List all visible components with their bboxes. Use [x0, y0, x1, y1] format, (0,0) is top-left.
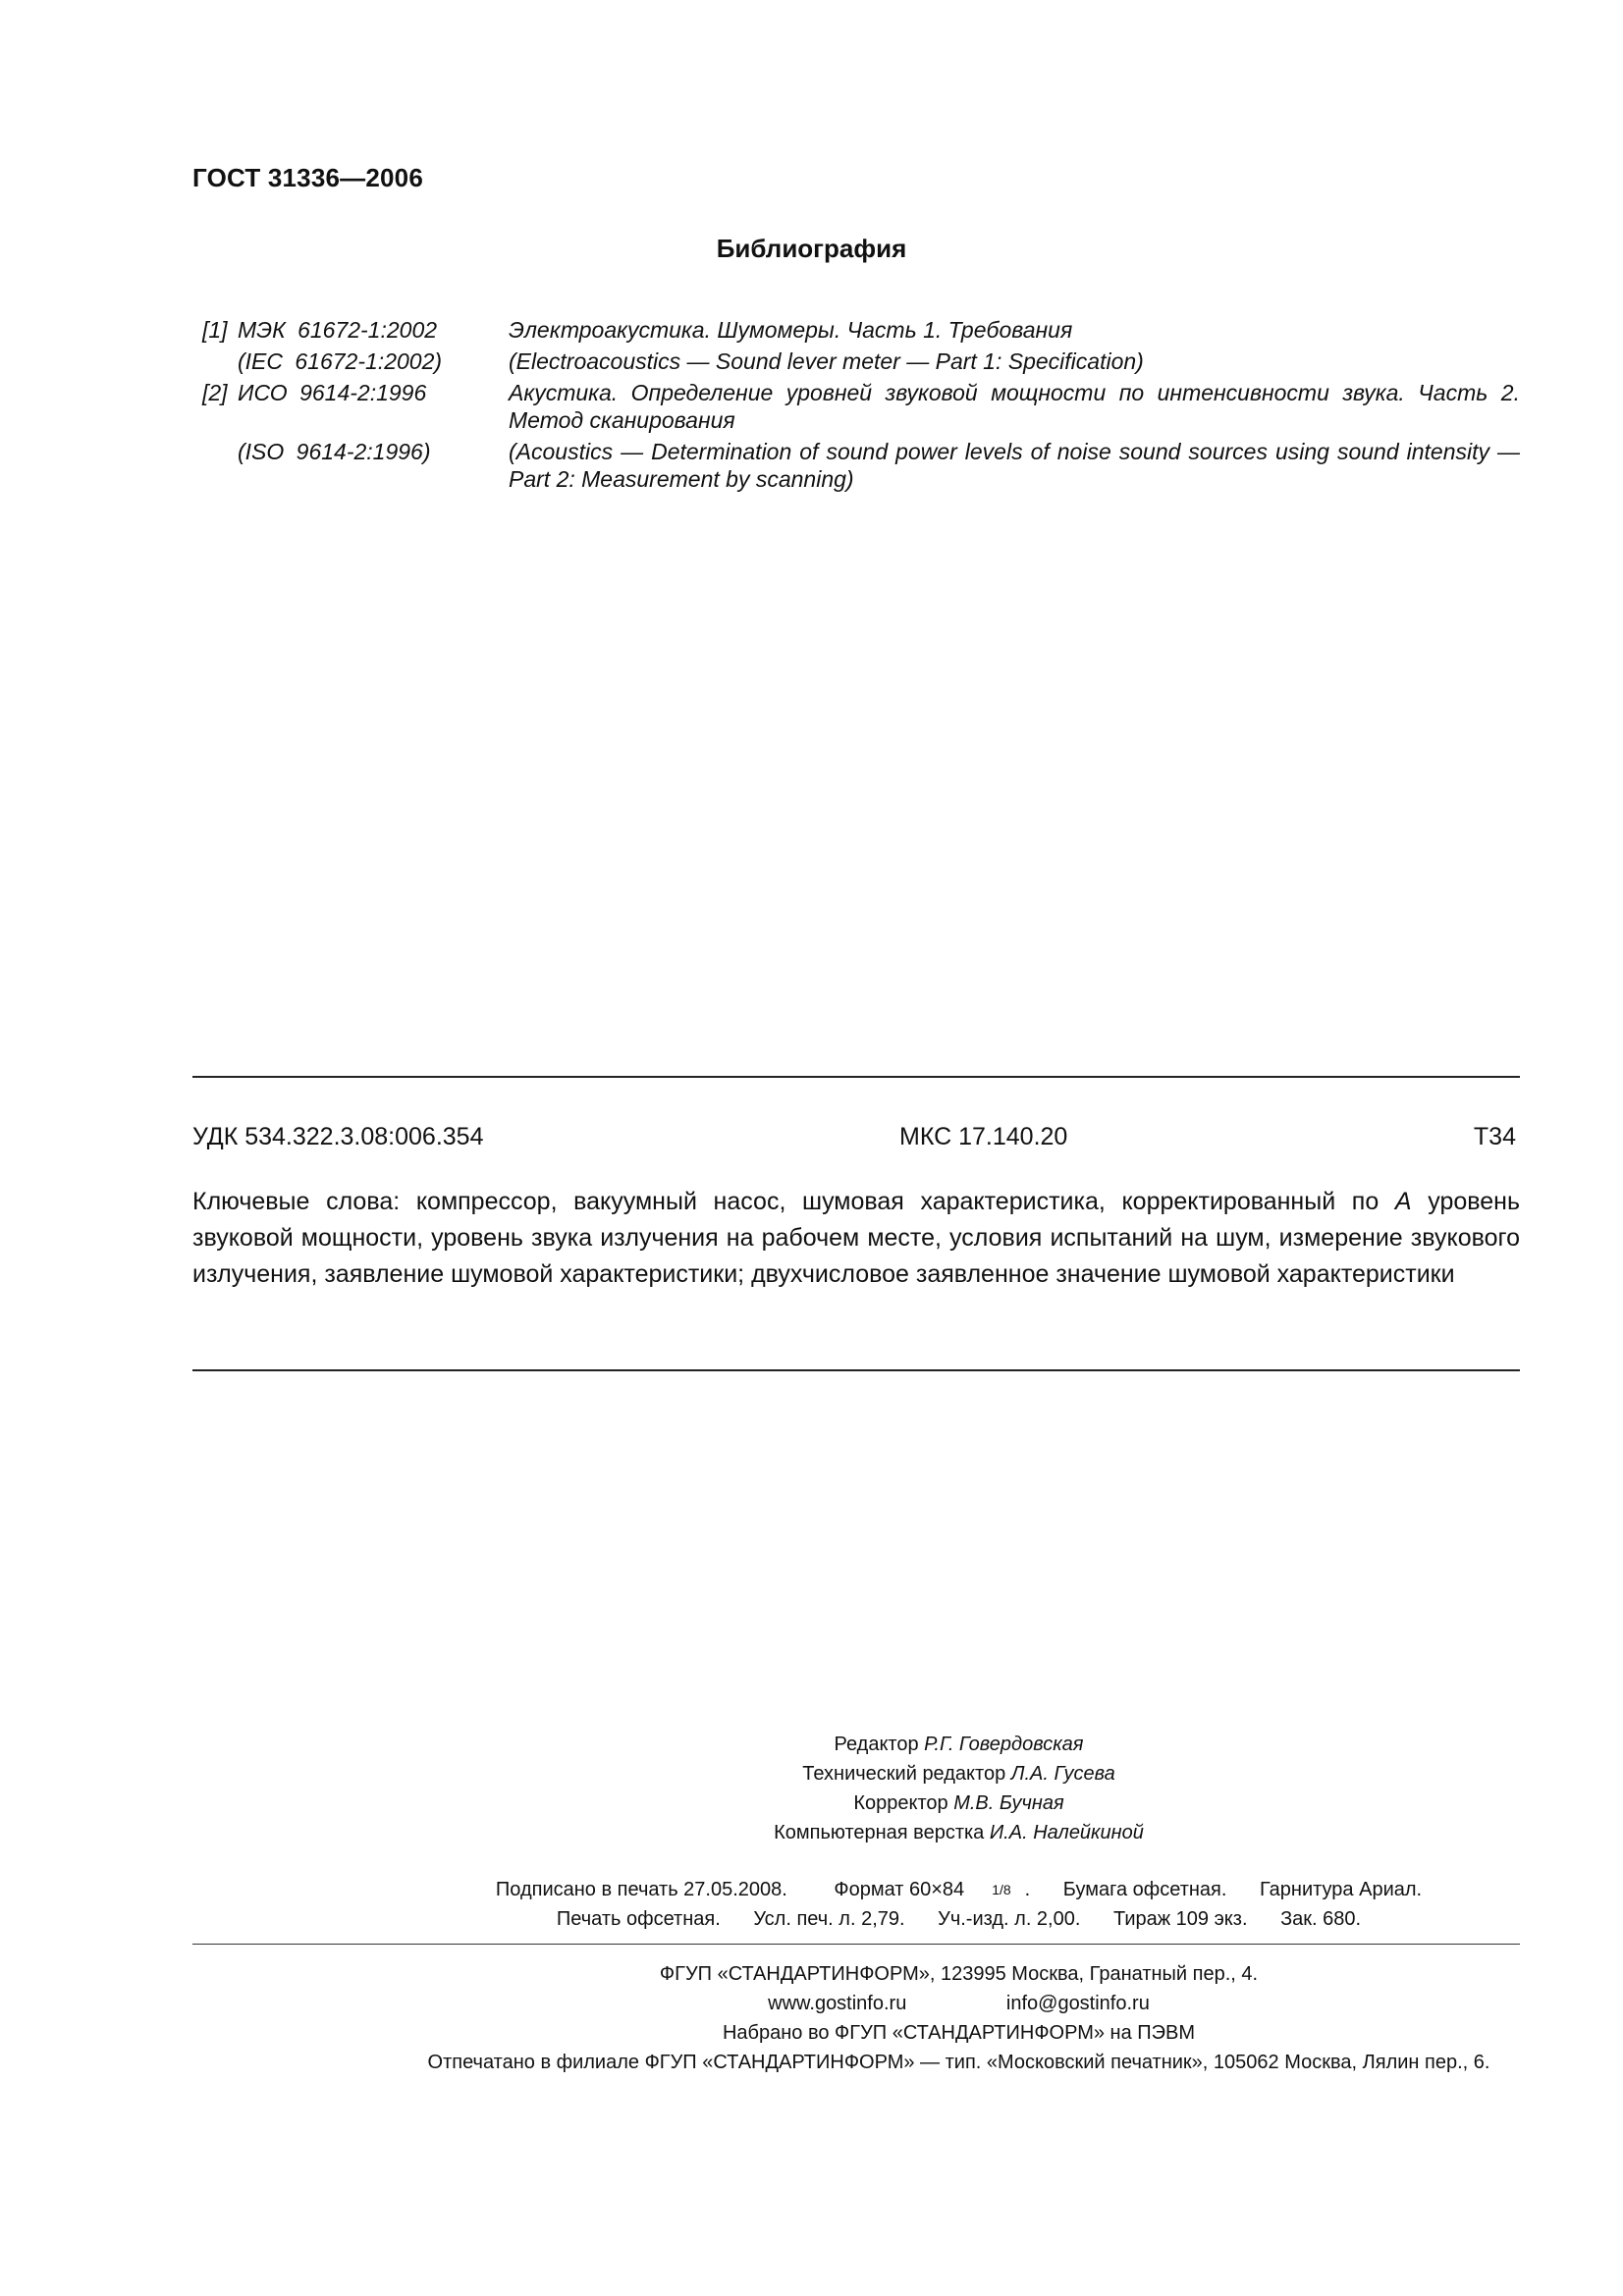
typeset-note: Набрано во ФГУП «СТАНДАРТИНФОРМ» на ПЭВМ: [722, 2022, 1196, 2044]
entry-number: [192, 347, 238, 375]
format: Формат 60×84 $^{1/8}$ .: [834, 1879, 1031, 1900]
corrector-label: Корректор: [853, 1792, 948, 1814]
tech-editor-label: Технический редактор: [802, 1763, 1006, 1785]
publisher-links: [147, 1989, 1623, 2018]
imprint-divider: [192, 1944, 1520, 1945]
entry-standard-code: (ISO 9614-2:1996): [238, 439, 431, 464]
entry-number: [192, 438, 238, 493]
print-info-line-1: [147, 1875, 1623, 1904]
signed-date: Подписано в печать 27.05.2008.: [495, 1879, 787, 1900]
bibliography-title: Библиография: [716, 234, 907, 263]
paper-type: Бумага офсетная.: [1062, 1879, 1227, 1900]
publisher-website: www.gostinfo.ru: [768, 1993, 907, 2014]
mks-code: МКС 17.140.20: [899, 1123, 1068, 1150]
keywords-text-end: уровень звуковой мощности, уровень звука излучения на рабочем месте, условия испытаний на шум, измерение звукового излучения, заявление шумовой характеристики; двухчисловое заявленное значение шумовой характеристики: [192, 1188, 1520, 1288]
publisher-address: ФГУП «СТАНДАРТИНФОРМ», 123995 Москва, Гранатный пер., 4.: [659, 1963, 1259, 1985]
entry-title: Электроакустика. Шумомеры. Часть 1. Требования: [509, 317, 1073, 343]
bibliography-list: [192, 316, 1520, 497]
tech-editor-name: Л.А. Гусева: [1010, 1763, 1115, 1785]
layout-line: [147, 1818, 1623, 1847]
print-info-line-2: [147, 1904, 1623, 1934]
okstu-code: Т34: [1473, 1123, 1516, 1150]
tirazh: Тираж 109 экз.: [1112, 1908, 1248, 1930]
bibliography-entry: [192, 379, 1520, 434]
uch-izd: Уч.-изд. л. 2,00.: [938, 1908, 1081, 1930]
entry-title: (Acoustics — Determination of sound power levels of noise sound sources using sound intensity — Part 2: Measurement by scanning): [509, 439, 1520, 492]
section-divider-top: [192, 1076, 1520, 1078]
editor-label: Редактор: [834, 1734, 919, 1755]
udk-code: УДК 534.322.3.08:006.354: [192, 1123, 484, 1150]
entry-standard-code: МЭК 61672-1:2002: [238, 317, 438, 343]
document-code: ГОСТ 31336—2006: [192, 163, 423, 192]
tech-editor-line: [147, 1759, 1623, 1789]
layout-name: И.А. Налейкиной: [989, 1822, 1144, 1843]
corrector-line: [147, 1789, 1623, 1818]
entry-number: [2]: [202, 380, 228, 405]
printed-note: Отпечатано в филиале ФГУП «СТАНДАРТИНФОРМ» — тип. «Московский печатник», 105062 Москва, Лялин пер., 6.: [427, 2052, 1490, 2073]
keywords-text-start: Ключевые слова: компрессор, вакуумный насос, шумовая характеристика, корректированный по: [192, 1188, 1380, 1215]
format-label: Формат 60×84: [834, 1879, 965, 1900]
print-info: [147, 1875, 1623, 1934]
publisher-info: [147, 1959, 1623, 2077]
section-divider-bottom: [192, 1369, 1520, 1371]
order-number: Зак. 680.: [1280, 1908, 1362, 1930]
publisher-email: info@gostinfo.ru: [1005, 1993, 1150, 2014]
typeface: Гарнитура Ариал.: [1259, 1879, 1423, 1900]
format-fraction: 1/8: [992, 1882, 1011, 1897]
entry-title: Акустика. Определение уровней звуковой мощности по интенсивности звука. Часть 2. Метод сканирования: [509, 380, 1520, 433]
bibliography-entry: [192, 316, 1520, 344]
staff-credits: [147, 1730, 1623, 1847]
entry-standard-code: (IEC 61672-1:2002): [238, 348, 443, 374]
entry-title: (Electroacoustics — Sound lever meter — Part 1: Specification): [509, 348, 1144, 374]
entry-standard-code: ИСО 9614-2:1996: [238, 380, 427, 405]
layout-label: Компьютерная верстка: [774, 1822, 985, 1843]
entry-number: [1]: [202, 317, 228, 343]
corrector-name: М.В. Бучная: [953, 1792, 1064, 1814]
editor-line: [147, 1730, 1623, 1759]
print-type: Печать офсетная.: [556, 1908, 721, 1930]
classification-row: [192, 1123, 1520, 1154]
bibliography-entry: [192, 438, 1520, 493]
editor-name: Р.Г. Говердовская: [924, 1734, 1084, 1755]
usl-pech: Усл. печ. л. 2,79.: [753, 1908, 905, 1930]
keywords-letter-a: А: [1394, 1188, 1412, 1215]
bibliography-entry: [192, 347, 1520, 375]
keywords-paragraph: [192, 1184, 1520, 1293]
